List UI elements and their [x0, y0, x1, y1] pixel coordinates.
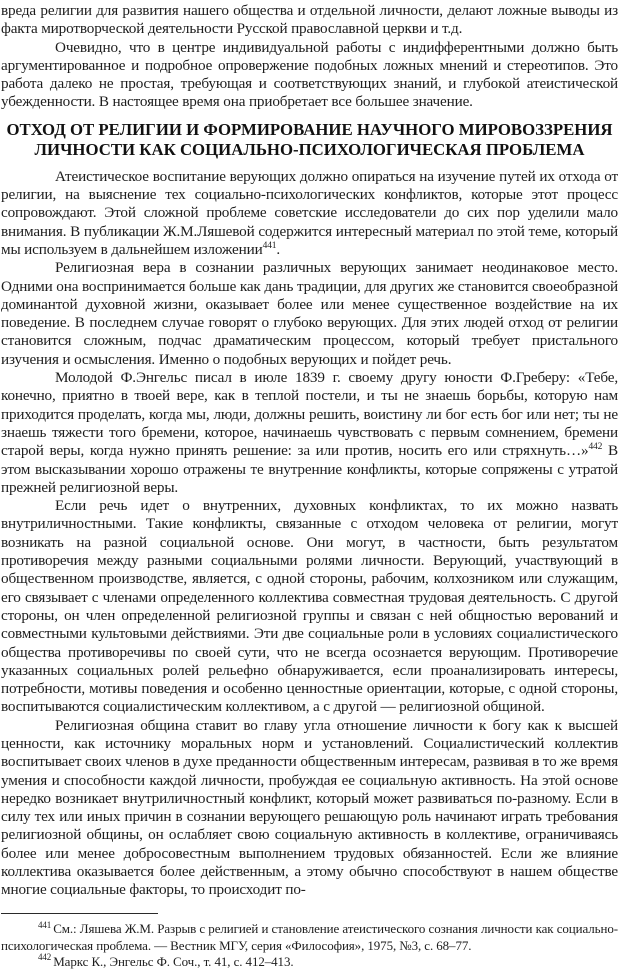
paragraph-religious-faith: Религиозная вера в сознании различных верующих занимает неодинаковое место. Одними она воспринимается больше как дань традиции, для других же становится своеобразной доминантой духовной жизни, оказывает более или менее существенное воздействие на их поведение. В последнем случае говорят о глубоко верующих. Для этих людей отход от религии становится сложным, подчас драматическим процессом, который требует пристального изучения и осмысления. Именно о подобных верующих и пойдет речь. — [1, 259, 618, 368]
footnote-separator-rule — [1, 913, 158, 914]
footnotes-section — [1, 907, 618, 970]
paragraph-text: Атеистическое воспитание верующих должно опираться на изучение путей их отхода от религии, на выяснение тех социально-психологических конфликтов, которые этот процесс сопровождают. Этой сложной проблеме советские исследователи до сих пор уделили мало внимания. В публикации Ж.М.Ляшевой содержится интересный материал по этой теме, который мы используем в дальнейшем изложении — [1, 167, 618, 258]
footnote-marker-441: 441 — [262, 240, 277, 251]
paragraph-atheistic-education — [1, 168, 618, 259]
paragraph-religious-community: Религиозная община ставит во главу угла отношение личности к богу как к высшей ценности, как источнику моральных норм и установлений. Социалистический коллектив воспитывает своих членов в духе преданности общественным интересам, развивая в то же время умения и способности каждой личности, пробуждая ее социальную активность. На этой основе нередко возникает внутриличностный конфликт, который может развиваться по-разному. Если в силу тех или иных причин в сознании верующего решающую роль начинают играть требования религиозной общины, он ослабляет свою социальную активность в коллективе, ограничиваясь более или менее добросовестным выполнением трудовых обязанностей. Если же влияние коллектива оказывается более действенным, а этому обычно способствуют в нашем обществе многие социальные факторы, то происходит по- — [1, 716, 618, 899]
footnote-442 — [1, 954, 618, 970]
footnote-number-442: 442 — [38, 952, 52, 963]
paragraph-inner-conflicts: Если речь идет о внутренних, духовных конфликтах, то их можно назвать внутриличностными. Такие конфликты, связанные с отходом человека от религии, могут возникать на разной социальной основе. Они могут, в частности, быть результатом противоречия между разными социальными ролями личности. Верующий, участвующий в общественном производстве, является, с одной стороны, рабочим, колхозником или служащим, его связывает с членами определенного коллектива совместная трудовая деятельность. С другой стороны, он член определенной религиозной группы и связан с ней общностью верований и совместными культовыми действиями. Эти две социальные роли в условиях социалистического общества противоречивы по своей сути, что не всегда осознается верующим. Противоречие указанных социальных ролей рельефно обнаруживается, если проанализировать интересы, потребности, мотивы поведения и особенно ценностные ориентации, которые, с одной стороны, воспитываются социалистическим коллективом, а с другой — религиозной общиной. — [1, 497, 618, 716]
paragraph-continuation: вреда религии для развития нашего общества и отдельной личности, делают ложные выводы из факта миротворческой деятельности Русской православной церкви и т.д. — [1, 2, 618, 38]
page-body — [1, 2, 618, 900]
paragraph-text: Молодой Ф.Энгельс писал в июле 1839 г. своему другу юности Ф.Греберу: «Тебе, конечно, приятно в твоей вере, как в теплой постели, и ты не знаешь борьбы, которую нам приходится проделать, когда мы, люди, должны решить, воистину ли бог есть бог или нет; ты не знаешь тяжести того бремени, которое, начинаешь чувствовать с первым сомнением, бремени старой веры, когда нужно принять решение: за или против, носить его или стряхнуть…» — [1, 369, 618, 460]
footnote-number-441: 441 — [38, 920, 52, 931]
footnote-text: См.: Ляшева Ж.М. Разрыв с религией и становление атеистического сознания личности как социально-психологическая проблема. — Вестник МГУ, серия «Философия», 1975, №3, с. 68–77. — [1, 921, 618, 953]
footnote-text: Маркс К., Энгельс Ф. Соч., т. 41, с. 412–413. — [53, 953, 294, 969]
paragraph-text: . — [276, 240, 281, 258]
footnote-441 — [1, 921, 618, 953]
section-heading-line1: ОТХОД ОТ РЕЛИГИИ И ФОРМИРОВАНИЕ НАУЧНОГО МИРОВОЗЗРЕНИЯ — [6, 119, 613, 139]
paragraph-engels-quote — [1, 369, 618, 497]
paragraph-text: В этом высказывании хорошо отражены те внутренние конфликты, которые сопряжены с утратой прежней религиозной веры. — [1, 442, 618, 496]
paragraph-intro: Очевидно, что в центре индивидуальной работы с индифферентными должно быть аргументированное и подробное опровержение подобных ложных мнений и стереотипов. Это работа далеко не простая, требующая и соответствующих знаний, и глубокой атеистической убежденности. В настоящее время она приобретает все большее значение. — [1, 38, 618, 111]
footnote-marker-442: 442 — [588, 442, 603, 453]
section-heading — [1, 120, 618, 161]
section-heading-line2: ЛИЧНОСТИ КАК СОЦИАЛЬНО-ПСИХОЛОГИЧЕСКАЯ ПРОБЛЕМА — [34, 140, 585, 160]
